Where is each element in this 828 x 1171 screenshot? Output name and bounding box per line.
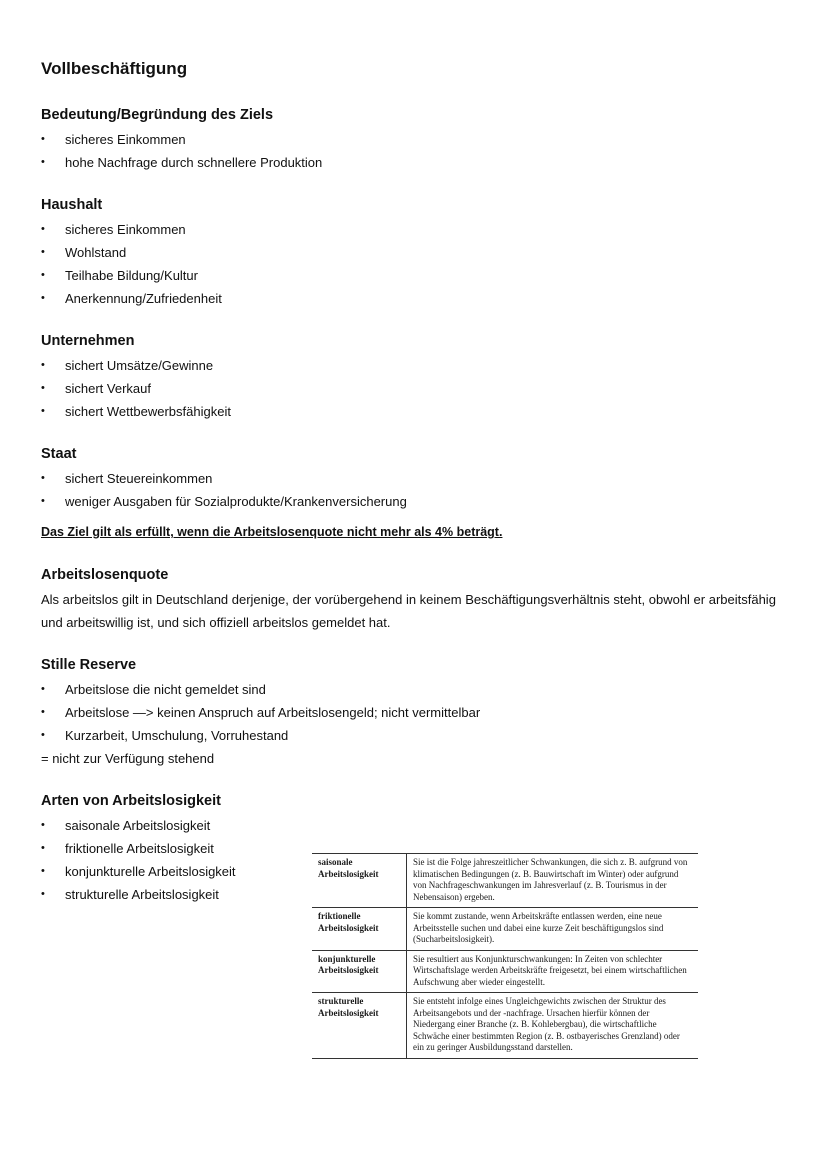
bullet-list <box>41 467 791 513</box>
section-unternehmen <box>41 331 791 423</box>
section-heading: Haushalt <box>41 197 103 213</box>
list-item: • konjunkturelle Arbeitslosigkeit <box>41 860 791 883</box>
section-heading: Bedeutung/Begründung des Ziels <box>41 107 274 123</box>
table-definition: Sie entsteht infolge eines Ungleichgewichts zwischen der Struktur des Arbeitsangebots und der -nachfrage. Ursachen hierfür können der Niedergang einer Branche (z. B. Kohlebergbau), die wirtschaftliche Schwäche einer bestimmten Region (z. B. ostbayerisches Grenzland) oder ein zu geringer Ausbildungsstand darstellen. <box>407 993 699 1059</box>
table-term: saisonale Arbeitslosigkeit <box>312 854 407 908</box>
page-title: Vollbeschäftigung <box>41 59 188 78</box>
bullet-list <box>41 678 791 747</box>
table-row <box>312 993 698 1059</box>
list-item: • friktionelle Arbeitslosigkeit <box>41 837 791 860</box>
list-item: • Arbeitslose die nicht gemeldet sind <box>41 678 791 701</box>
goal-statement: Das Ziel gilt als erfüllt, wenn die Arbeitslosenquote nicht mehr als 4% beträgt. <box>41 525 503 539</box>
section-stille-reserve <box>41 655 791 770</box>
list-item: • Kurzarbeit, Umschulung, Vorruhestand <box>41 724 791 747</box>
section-haushalt <box>41 195 791 310</box>
section-arbeitslosenquote <box>41 565 791 634</box>
list-item: • Anerkennung/Zufriedenheit <box>41 287 791 310</box>
list-item: • sichert Verkauf <box>41 377 791 400</box>
section-heading: Arbeitslosenquote <box>41 567 169 583</box>
list-item: • Arbeitslose —> keinen Anspruch auf Arbeitslosengeld; nicht vermittelbar <box>41 701 791 724</box>
bullet-list <box>41 218 791 310</box>
definition-table <box>312 853 698 1059</box>
list-item: • sichert Wettbewerbsfähigkeit <box>41 400 791 423</box>
section-heading: Arten von Arbeitslosigkeit <box>41 793 221 809</box>
bullet-list <box>41 354 791 423</box>
table-definition: Sie resultiert aus Konjunkturschwankungen: In Zeiten von schlechter Wirtschaftslage werden Arbeitskräfte freigesetzt, bei einem wirtschaftlichen Aufschwung aber wieder eingestellt. <box>407 950 699 993</box>
bullet-list <box>41 128 791 174</box>
section-staat <box>41 444 791 513</box>
table-definition: Sie ist die Folge jahreszeitlicher Schwankungen, die sich z. B. aufgrund von klimatischen Bedingungen (z. B. Bauwirtschaft im Winter) oder aufgrund von Nachfrageschwankungen im Jahresverlauf (z. B. Tourismus in der Nebensaison) ergeben. <box>407 854 699 908</box>
document-page <box>41 58 791 927</box>
summary-note: = nicht zur Verfügung stehend <box>41 751 215 766</box>
list-item: • weniger Ausgaben für Sozialprodukte/Krankenversicherung <box>41 490 791 513</box>
section-heading: Stille Reserve <box>41 657 137 673</box>
list-item: • sicheres Einkommen <box>41 128 791 151</box>
list-item: • Teilhabe Bildung/Kultur <box>41 264 791 287</box>
table-row <box>312 950 698 993</box>
list-item: • Wohlstand <box>41 241 791 264</box>
table-row <box>312 854 698 908</box>
table-term: strukturelle Arbeitslosigkeit <box>312 993 407 1059</box>
list-item: • saisonale Arbeitslosigkeit <box>41 814 791 837</box>
definition-text: Als arbeitslos gilt in Deutschland derjenige, der vorübergehend in keinem Beschäftigungsverhältnis steht, obwohl er arbeitsfähig und arbeitswillig ist, und sich offiziell arbeitslos gemeldet hat. <box>41 592 776 630</box>
table-term: friktionelle Arbeitslosigkeit <box>312 908 407 951</box>
arbeitslosigkeit-table <box>312 853 698 1059</box>
table-row <box>312 908 698 951</box>
section-heading: Staat <box>41 446 77 462</box>
section-heading: Unternehmen <box>41 333 135 349</box>
list-item: • sicheres Einkommen <box>41 218 791 241</box>
list-item: • strukturelle Arbeitslosigkeit <box>41 883 791 906</box>
list-item: • sichert Steuereinkommen <box>41 467 791 490</box>
list-item: • hohe Nachfrage durch schnellere Produktion <box>41 151 791 174</box>
list-item: • sichert Umsätze/Gewinne <box>41 354 791 377</box>
table-definition: Sie kommt zustande, wenn Arbeitskräfte entlassen werden, eine neue Arbeitsstelle suchen und dabei eine kurze Zeit beschäftigungslos sind (Sucharbeitslosigkeit). <box>407 908 699 951</box>
section-bedeutung <box>41 105 791 174</box>
table-term: konjunkturelle Arbeitslosigkeit <box>312 950 407 993</box>
